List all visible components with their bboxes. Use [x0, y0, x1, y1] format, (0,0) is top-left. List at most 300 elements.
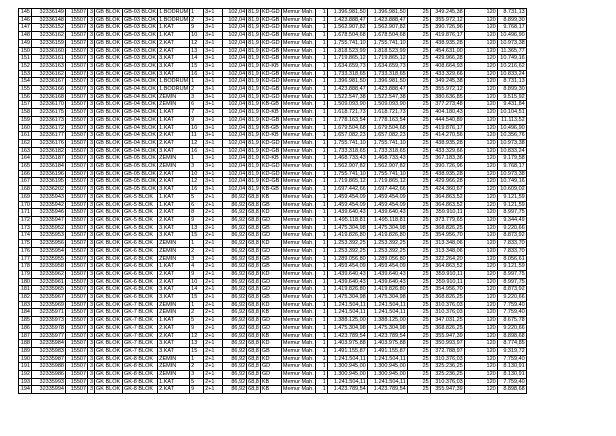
- table-cell[interactable]: 32335977: [32, 332, 66, 340]
- table-cell[interactable]: GB BLOK: [95, 109, 123, 117]
- table-cell[interactable]: 1.423.888,47: [327, 16, 367, 24]
- table-cell[interactable]: 1.475.304,98: [367, 294, 407, 302]
- table-cell[interactable]: 25: [407, 332, 430, 340]
- table-cell[interactable]: 86,92: [223, 286, 247, 294]
- table-cell[interactable]: GB-03 BLOK: [124, 9, 157, 15]
- table-cell[interactable]: KD-GD: [261, 9, 280, 15]
- table-cell[interactable]: 1.KAT: [158, 263, 190, 271]
- table-cell[interactable]: Memur Mah.: [282, 139, 314, 146]
- table-cell[interactable]: 32336152: [32, 24, 66, 32]
- table-cell[interactable]: Memur Mah.: [282, 193, 314, 200]
- table-cell[interactable]: 167: [19, 178, 32, 186]
- table-cell[interactable]: 11.365,77: [497, 47, 526, 55]
- table-cell[interactable]: 8: [190, 209, 204, 217]
- table-cell[interactable]: 1.733.318,65: [367, 70, 407, 78]
- table-cell[interactable]: ZEMIN: [158, 309, 190, 317]
- table-cell[interactable]: Memur Mah.: [282, 32, 314, 39]
- table-cell[interactable]: 1.468.733,43: [367, 155, 407, 163]
- table-cell[interactable]: GD: [260, 278, 281, 286]
- table-cell[interactable]: 32336162: [32, 70, 66, 78]
- table-cell[interactable]: 150: [19, 47, 32, 55]
- table-cell[interactable]: GK-5 BLOK: [123, 209, 158, 217]
- table-cell[interactable]: 3: [88, 39, 95, 47]
- table-cell[interactable]: 325.236,25: [430, 363, 464, 371]
- table-cell[interactable]: ZEMIN: [158, 93, 190, 101]
- table-cell[interactable]: Memur Mah.: [282, 216, 314, 223]
- table-cell[interactable]: Memur Mah.: [282, 324, 314, 331]
- table-cell[interactable]: 414.270,56: [430, 132, 464, 140]
- table-cell[interactable]: 86,92: [223, 209, 247, 217]
- table-cell[interactable]: GK BLOK: [95, 317, 123, 325]
- table-cell[interactable]: 15507: [66, 355, 88, 363]
- table-cell[interactable]: 347.031,25: [430, 317, 464, 325]
- table-cell[interactable]: Memur Mah.: [282, 371, 314, 378]
- table-cell[interactable]: 120: [464, 55, 497, 63]
- table-cell[interactable]: 3: [88, 201, 95, 209]
- table-cell[interactable]: 32336184: [32, 163, 66, 171]
- table-cell[interactable]: 3: [88, 163, 95, 171]
- table-cell[interactable]: 102,04: [223, 178, 247, 186]
- table-cell[interactable]: Memur Mah.: [282, 124, 314, 131]
- table-cell[interactable]: 1.KAT: [158, 24, 190, 32]
- table-cell[interactable]: GD: [260, 216, 281, 224]
- table-cell[interactable]: 3+1: [204, 132, 223, 140]
- table-cell[interactable]: 120: [464, 324, 497, 332]
- table-cell[interactable]: GK BLOK: [95, 294, 123, 302]
- table-cell[interactable]: 120: [464, 193, 497, 201]
- table-cell[interactable]: KD-GB: [260, 70, 281, 78]
- table-cell[interactable]: 32335953: [32, 232, 66, 240]
- table-cell[interactable]: 13: [190, 340, 204, 348]
- table-cell[interactable]: 3: [88, 240, 95, 248]
- table-cell[interactable]: 1: [315, 32, 327, 40]
- table-cell[interactable]: GK-7 BLOK: [123, 309, 158, 317]
- table-cell[interactable]: 160: [19, 124, 32, 132]
- table-cell[interactable]: GB-03 BLOK: [124, 24, 157, 31]
- table-cell[interactable]: GK-6 BLOK: [123, 278, 158, 286]
- table-cell[interactable]: 313.348,06: [430, 240, 464, 248]
- table-cell[interactable]: KD-GD: [261, 93, 280, 100]
- table-cell[interactable]: 9: [190, 324, 204, 332]
- table-cell[interactable]: Memur Mah.: [282, 317, 314, 324]
- table-cell[interactable]: 3: [88, 232, 95, 240]
- table-cell[interactable]: 5: [190, 317, 204, 325]
- table-cell[interactable]: 25: [407, 340, 430, 348]
- table-cell[interactable]: 120: [464, 109, 497, 117]
- table-cell[interactable]: KB: [260, 378, 281, 386]
- table-cell[interactable]: 183: [19, 301, 32, 309]
- table-cell[interactable]: 3: [88, 24, 95, 32]
- table-cell[interactable]: 86,92: [223, 386, 247, 394]
- table-cell[interactable]: 25: [407, 209, 430, 217]
- table-cell[interactable]: 32336173: [32, 116, 66, 124]
- table-cell[interactable]: 1.491.155,87: [367, 347, 407, 355]
- table-cell[interactable]: 1.419.826,80: [367, 232, 407, 240]
- table-cell[interactable]: 8.130,91: [497, 363, 526, 371]
- table-cell[interactable]: GB BLOK: [95, 170, 123, 178]
- table-cell[interactable]: 1.475.304,98: [327, 324, 367, 332]
- table-cell[interactable]: 1: [315, 294, 327, 302]
- table-cell[interactable]: 1: [315, 286, 327, 294]
- table-cell[interactable]: 161: [19, 132, 32, 140]
- table-cell[interactable]: 10.833,24: [497, 147, 526, 155]
- table-cell[interactable]: 102,04: [223, 155, 247, 163]
- table-cell[interactable]: 1.697.442,66: [327, 186, 367, 194]
- table-cell[interactable]: 15507: [66, 186, 88, 194]
- table-cell[interactable]: 120: [464, 247, 497, 255]
- table-cell[interactable]: 3: [88, 363, 95, 371]
- table-cell[interactable]: 188: [19, 340, 32, 348]
- table-cell[interactable]: 25: [407, 70, 430, 78]
- table-cell[interactable]: 6: [190, 201, 204, 209]
- table-cell[interactable]: 68,8: [248, 263, 259, 270]
- table-cell[interactable]: KD-GD: [261, 39, 280, 46]
- table-cell[interactable]: 32335947: [32, 216, 66, 224]
- table-cell[interactable]: 3.KAT: [158, 347, 190, 355]
- table-cell[interactable]: 1.818.523,99: [327, 47, 367, 55]
- table-cell[interactable]: Memur Mah.: [282, 155, 314, 162]
- table-cell[interactable]: 3: [88, 186, 95, 194]
- table-cell[interactable]: 1: [315, 116, 327, 124]
- table-cell[interactable]: 193: [19, 378, 32, 386]
- table-cell[interactable]: 166: [19, 170, 32, 178]
- table-cell[interactable]: 1: [315, 178, 327, 186]
- table-cell[interactable]: 3+1: [204, 47, 223, 55]
- table-cell[interactable]: 120: [464, 317, 497, 325]
- table-cell[interactable]: 1.618.721,73: [327, 109, 367, 117]
- table-cell[interactable]: 12: [190, 178, 204, 186]
- table-cell[interactable]: 3: [88, 9, 95, 17]
- table-cell[interactable]: 1.439.640,43: [367, 278, 407, 286]
- table-cell[interactable]: 32335983: [32, 347, 66, 355]
- table-cell[interactable]: 3+1: [204, 163, 223, 171]
- table-cell[interactable]: 350.993,97: [430, 340, 464, 348]
- table-cell[interactable]: KD-GD: [261, 78, 280, 85]
- table-cell[interactable]: 120: [464, 263, 497, 271]
- table-cell[interactable]: 3: [88, 255, 95, 263]
- table-cell[interactable]: 162: [19, 139, 32, 147]
- table-cell[interactable]: 25: [407, 294, 430, 302]
- table-cell[interactable]: GK BLOK: [95, 286, 123, 294]
- table-cell[interactable]: 2+1: [204, 270, 223, 278]
- table-cell[interactable]: GK-8 BLOK: [123, 355, 158, 363]
- table-cell[interactable]: 164: [19, 155, 32, 163]
- table-cell[interactable]: 32336175: [32, 109, 66, 117]
- table-cell[interactable]: 15507: [66, 270, 88, 278]
- table-cell[interactable]: 120: [464, 216, 497, 224]
- table-cell[interactable]: 10.973,38: [497, 170, 526, 178]
- table-cell[interactable]: ZEMIN: [158, 155, 190, 163]
- table-cell[interactable]: 25: [407, 109, 430, 117]
- table-cell[interactable]: 3+1: [204, 16, 223, 24]
- table-cell[interactable]: 32336170: [32, 101, 66, 109]
- table-cell[interactable]: 86,92: [223, 263, 247, 271]
- table-cell[interactable]: 3: [88, 47, 95, 55]
- table-cell[interactable]: 120: [464, 16, 497, 24]
- table-cell[interactable]: GK-8 BLOK: [123, 378, 158, 386]
- table-cell[interactable]: GK-5 BLOK: [123, 232, 158, 240]
- table-cell[interactable]: GD: [260, 286, 281, 294]
- table-cell[interactable]: Memur Mah.: [282, 355, 314, 362]
- table-cell[interactable]: 3: [88, 124, 95, 132]
- table-cell[interactable]: KD-GD: [261, 170, 280, 177]
- table-cell[interactable]: GD: [260, 371, 281, 379]
- table-cell[interactable]: GB BLOK: [95, 55, 123, 63]
- table-cell[interactable]: 3: [88, 32, 95, 40]
- table-cell[interactable]: 25: [407, 309, 430, 317]
- table-cell[interactable]: 25: [407, 201, 430, 209]
- table-cell[interactable]: GB: [260, 201, 281, 209]
- table-cell[interactable]: Memur Mah.: [282, 209, 314, 216]
- table-cell[interactable]: 3.KAT: [158, 147, 190, 155]
- table-cell[interactable]: GK BLOK: [95, 347, 123, 355]
- table-cell[interactable]: 380.636,85: [430, 93, 464, 101]
- table-cell[interactable]: ZEMIN: [158, 240, 190, 248]
- table-cell[interactable]: GB-04 BLOK: [124, 78, 157, 85]
- table-cell[interactable]: GB-05 BLOK: [124, 170, 157, 177]
- table-cell[interactable]: GK-5 BLOK: [123, 193, 158, 201]
- table-cell[interactable]: 25: [407, 132, 430, 140]
- table-cell[interactable]: KD: [260, 301, 281, 309]
- table-cell[interactable]: 1.423.789,54: [367, 332, 407, 340]
- table-cell[interactable]: 102,04: [223, 16, 247, 24]
- table-cell[interactable]: 1: [315, 317, 327, 325]
- table-cell[interactable]: 1: [315, 309, 327, 317]
- table-cell[interactable]: 25: [407, 32, 430, 40]
- table-cell[interactable]: 15507: [66, 93, 88, 101]
- table-cell[interactable]: 1.459.454,09: [327, 193, 367, 201]
- table-cell[interactable]: 32335955: [32, 255, 66, 263]
- table-cell[interactable]: 81,9: [248, 9, 259, 15]
- table-cell[interactable]: 1.KAT: [158, 193, 190, 201]
- table-cell[interactable]: GK-6 BLOK: [123, 286, 158, 294]
- table-cell[interactable]: 102,04: [223, 101, 247, 109]
- table-cell[interactable]: 68,8: [248, 232, 259, 239]
- table-cell[interactable]: 81,9: [248, 55, 259, 62]
- table-cell[interactable]: 8.675,78: [497, 317, 526, 325]
- table-cell[interactable]: 2: [190, 86, 204, 94]
- table-cell[interactable]: GK BLOK: [95, 240, 123, 248]
- table-cell[interactable]: 313.348,06: [430, 247, 464, 255]
- table-cell[interactable]: 355.947,39: [430, 386, 464, 394]
- table-cell[interactable]: 1: [315, 224, 327, 232]
- table-cell[interactable]: 7.759,40: [497, 355, 526, 363]
- table-cell[interactable]: GK-7 BLOK: [123, 332, 158, 340]
- table-cell[interactable]: 3: [88, 101, 95, 109]
- table-cell[interactable]: GK-7 BLOK: [123, 324, 158, 332]
- table-cell[interactable]: 68,8: [248, 224, 259, 231]
- table-cell[interactable]: 15507: [66, 247, 88, 255]
- table-cell[interactable]: 15507: [66, 309, 88, 317]
- table-cell[interactable]: GB: [260, 255, 281, 263]
- table-cell[interactable]: 8.056,61: [497, 255, 526, 263]
- table-cell[interactable]: 189: [19, 347, 32, 355]
- table-cell[interactable]: 25: [407, 93, 430, 101]
- table-cell[interactable]: 81,9: [248, 16, 259, 23]
- table-cell[interactable]: 15507: [66, 62, 88, 70]
- table-cell[interactable]: GK BLOK: [95, 224, 123, 232]
- table-cell[interactable]: 8.899,30: [497, 86, 526, 94]
- table-cell[interactable]: GB-04 BLOK: [124, 86, 157, 93]
- table-cell[interactable]: 1: [315, 139, 327, 147]
- table-cell[interactable]: 372.788,97: [430, 347, 464, 355]
- table-cell[interactable]: GK BLOK: [95, 324, 123, 332]
- table-cell[interactable]: 86,92: [223, 363, 247, 371]
- table-cell[interactable]: 1.388.125,00: [367, 317, 407, 325]
- table-cell[interactable]: 1.KAT: [158, 201, 190, 209]
- table-cell[interactable]: ZEMIN: [158, 163, 190, 171]
- table-cell[interactable]: 1: [315, 193, 327, 201]
- table-cell[interactable]: 5: [190, 193, 204, 201]
- table-cell[interactable]: 86,92: [223, 294, 247, 302]
- table-cell[interactable]: 32335993: [32, 378, 66, 386]
- table-cell[interactable]: 390.726,96: [430, 24, 464, 32]
- table-cell[interactable]: 25: [407, 86, 430, 94]
- table-cell[interactable]: 7.833,70: [497, 240, 526, 248]
- table-cell[interactable]: 25: [407, 371, 430, 379]
- table-cell[interactable]: ZEMIN: [158, 255, 190, 263]
- table-cell[interactable]: 32335946: [32, 209, 66, 217]
- table-cell[interactable]: 429.966,28: [430, 178, 464, 186]
- table-cell[interactable]: 25: [407, 255, 430, 263]
- table-cell[interactable]: 1.679.504,68: [327, 124, 367, 132]
- table-cell[interactable]: 68,8: [248, 309, 259, 316]
- table-cell[interactable]: 15507: [66, 55, 88, 63]
- table-cell[interactable]: 3+1: [204, 139, 223, 147]
- table-cell[interactable]: 15507: [66, 278, 88, 286]
- table-cell[interactable]: 404.180,43: [430, 109, 464, 117]
- table-cell[interactable]: GB: [260, 224, 281, 232]
- table-cell[interactable]: 2+1: [204, 332, 223, 340]
- table-cell[interactable]: 86,92: [223, 201, 247, 209]
- table-cell[interactable]: GD: [260, 363, 281, 371]
- table-cell[interactable]: 1.778.163,54: [367, 116, 407, 124]
- table-cell[interactable]: 3+1: [204, 32, 223, 40]
- table-cell[interactable]: 7.759,40: [497, 301, 526, 309]
- table-cell[interactable]: 1.396.981,50: [367, 78, 407, 86]
- table-cell[interactable]: 81,9: [248, 101, 259, 108]
- table-cell[interactable]: GB BLOK: [95, 78, 123, 86]
- table-cell[interactable]: 1: [315, 347, 327, 355]
- table-cell[interactable]: 68,8: [248, 371, 259, 378]
- table-cell[interactable]: 2+1: [204, 347, 223, 355]
- table-cell[interactable]: GB-04 BLOK: [124, 132, 157, 139]
- table-cell[interactable]: 25: [407, 324, 430, 332]
- table-cell[interactable]: GB-03 BLOK: [124, 39, 157, 46]
- table-cell[interactable]: 1.439.640,43: [367, 209, 407, 217]
- table-cell[interactable]: 68,8: [248, 386, 259, 393]
- table-cell[interactable]: 3: [88, 332, 95, 340]
- table-cell[interactable]: 3+1: [204, 109, 223, 117]
- table-cell[interactable]: 68,8: [248, 347, 259, 354]
- table-cell[interactable]: 15507: [66, 163, 88, 171]
- table-cell[interactable]: 32336202: [32, 186, 66, 194]
- table-cell[interactable]: GD: [260, 232, 281, 240]
- table-cell[interactable]: 185: [19, 317, 32, 325]
- table-cell[interactable]: 1.522.547,38: [327, 93, 367, 101]
- table-cell[interactable]: 180: [19, 278, 32, 286]
- table-cell[interactable]: KD-GD: [261, 163, 280, 170]
- table-cell[interactable]: 419.876,17: [430, 32, 464, 40]
- table-cell[interactable]: Memur Mah.: [282, 263, 314, 270]
- table-cell[interactable]: 10.356,76: [497, 132, 526, 140]
- table-cell[interactable]: 2.KAT: [158, 132, 190, 140]
- table-cell[interactable]: 8.873,92: [497, 286, 526, 294]
- table-cell[interactable]: 2+1: [204, 294, 223, 302]
- table-cell[interactable]: 102,04: [223, 116, 247, 124]
- table-cell[interactable]: 364.863,52: [430, 193, 464, 201]
- table-cell[interactable]: KD: [260, 240, 281, 248]
- table-cell[interactable]: 1.657.082,23: [327, 132, 367, 140]
- table-cell[interactable]: 1: [190, 240, 204, 248]
- table-cell[interactable]: 81,9: [248, 62, 259, 69]
- table-cell[interactable]: 1: [315, 55, 327, 63]
- table-cell[interactable]: 355.947,39: [430, 332, 464, 340]
- table-cell[interactable]: 3+1: [204, 78, 223, 86]
- table-cell[interactable]: 1.733.318,65: [327, 147, 367, 155]
- table-cell[interactable]: Memur Mah.: [282, 340, 314, 347]
- table-cell[interactable]: 120: [464, 101, 497, 109]
- table-cell[interactable]: 25: [407, 378, 430, 386]
- table-cell[interactable]: 3+1: [204, 124, 223, 132]
- table-cell[interactable]: GK-7 BLOK: [123, 347, 158, 355]
- table-cell[interactable]: 1: [315, 216, 327, 224]
- table-cell[interactable]: 8.899,30: [497, 16, 526, 24]
- table-cell[interactable]: 68,8: [248, 286, 259, 293]
- table-cell[interactable]: Memur Mah.: [282, 294, 314, 301]
- table-cell[interactable]: GK-7 BLOK: [123, 317, 158, 325]
- table-cell[interactable]: 81,9: [248, 47, 259, 54]
- table-cell[interactable]: 1: [315, 39, 327, 47]
- table-cell[interactable]: 25: [407, 216, 430, 224]
- table-cell[interactable]: GK-8 BLOK: [123, 386, 158, 394]
- table-cell[interactable]: 1.439.640,43: [327, 209, 367, 217]
- table-cell[interactable]: GB: [260, 263, 281, 271]
- table-cell[interactable]: GK-6 BLOK: [123, 240, 158, 248]
- table-cell[interactable]: 120: [464, 163, 497, 171]
- table-cell[interactable]: ZEMIN: [158, 363, 190, 371]
- table-cell[interactable]: 25: [407, 186, 430, 194]
- table-cell[interactable]: 1.755.741,10: [367, 39, 407, 47]
- table-cell[interactable]: 81,9: [248, 139, 259, 146]
- table-cell[interactable]: 9.220,66: [497, 294, 526, 302]
- table-cell[interactable]: 81,9: [248, 186, 259, 193]
- table-cell[interactable]: 1.755.741,10: [327, 39, 367, 47]
- table-cell[interactable]: 15507: [66, 386, 88, 394]
- table-cell[interactable]: 1: [315, 163, 327, 171]
- table-cell[interactable]: 25: [407, 224, 430, 232]
- table-cell[interactable]: GB-04 BLOK: [124, 101, 157, 108]
- table-cell[interactable]: 9.121,59: [497, 193, 526, 201]
- table-cell[interactable]: Memur Mah.: [282, 93, 314, 100]
- table-cell[interactable]: 1.241.504,11: [327, 309, 367, 317]
- table-cell[interactable]: 1.253.392,25: [367, 247, 407, 255]
- table-cell[interactable]: 1.300.945,00: [367, 371, 407, 379]
- table-cell[interactable]: 25: [407, 193, 430, 201]
- table-cell[interactable]: 86,92: [223, 324, 247, 332]
- table-cell[interactable]: 1.241.504,11: [327, 378, 367, 386]
- table-cell[interactable]: 444.540,89: [430, 116, 464, 124]
- table-cell[interactable]: 3: [88, 62, 95, 70]
- table-cell[interactable]: 120: [464, 155, 497, 163]
- table-cell[interactable]: 25: [407, 24, 430, 32]
- table-cell[interactable]: 3: [88, 309, 95, 317]
- table-cell[interactable]: 25: [407, 139, 430, 147]
- table-cell[interactable]: 3+1: [204, 70, 223, 78]
- table-cell[interactable]: 15507: [66, 86, 88, 94]
- table-cell[interactable]: 419.876,17: [430, 124, 464, 132]
- table-cell[interactable]: 120: [464, 255, 497, 263]
